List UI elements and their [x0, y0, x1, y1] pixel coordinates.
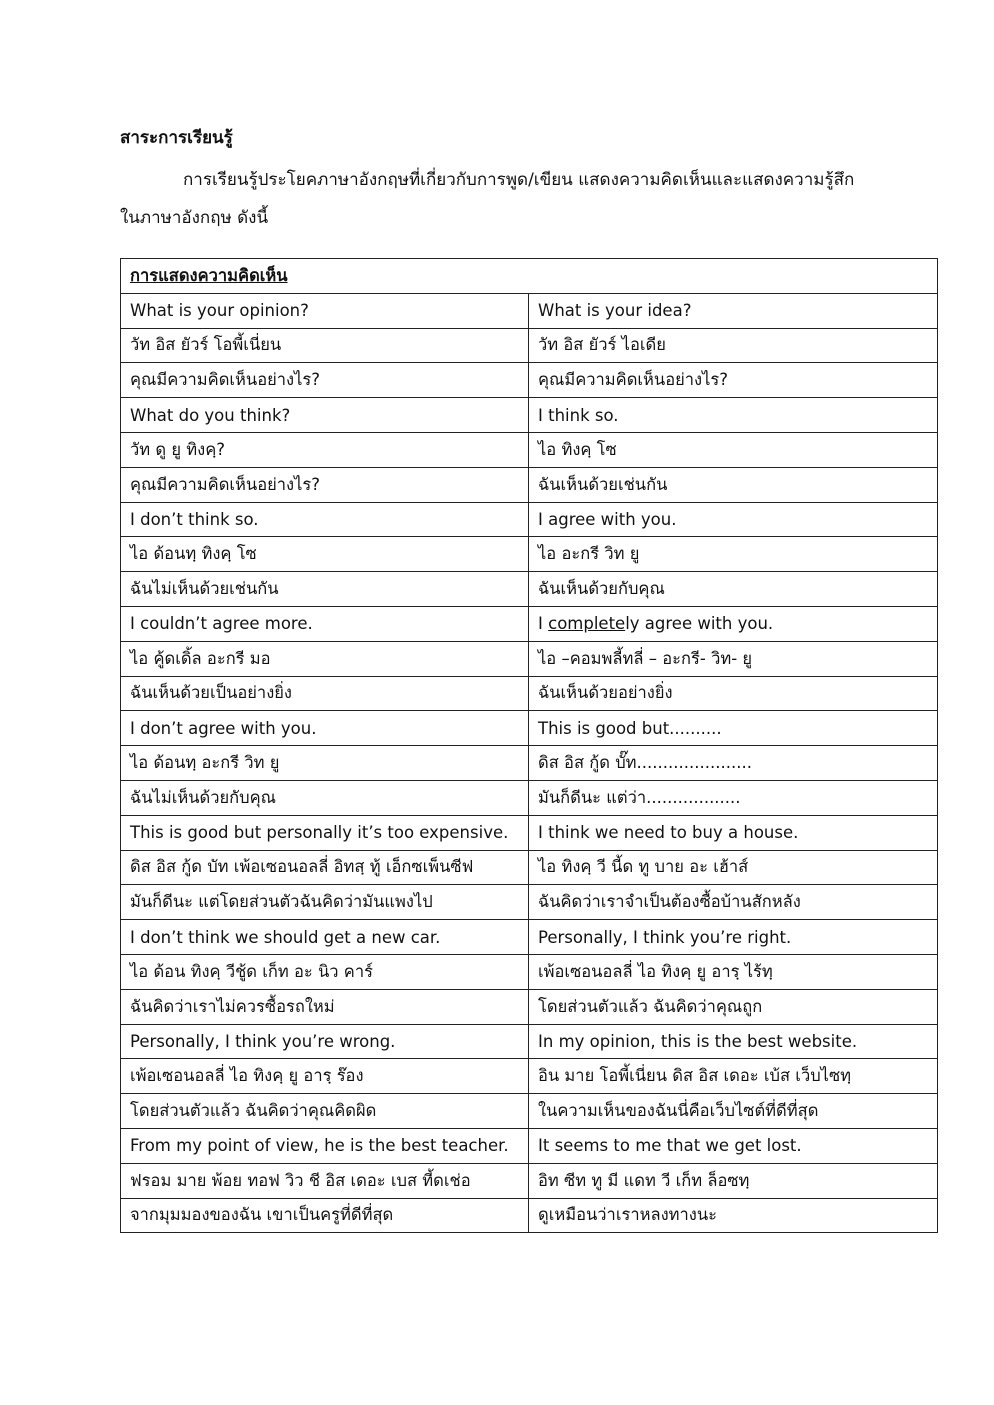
cell-left: Personally, I think you’re wrong.: [121, 1024, 529, 1059]
table-row: [121, 606, 938, 641]
cell-left: I don’t think so.: [121, 502, 529, 537]
table-row: [121, 780, 938, 815]
cell-left: ไอ ด้อนทฺ อะกรี วิท ยู: [121, 746, 529, 781]
cell-left: What do you think?: [121, 398, 529, 433]
cell-right: ในความเห็นของฉันนี่คือเว็บไซต์ที่ดีที่สุด: [529, 1094, 938, 1129]
cell-left: วัท ดู ยู ทิงคฺ?: [121, 432, 529, 467]
opinion-expressions-table: [120, 258, 938, 1233]
table-row: [121, 1024, 938, 1059]
cell-left: มันก็ดีนะ แต่โดยส่วนตัวฉันคิดว่ามันแพงไป: [121, 885, 529, 920]
table-row: [121, 989, 938, 1024]
cell-right: คุณมีความคิดเห็นอย่างไร?: [529, 363, 938, 398]
cell-left: I don’t think we should get a new car.: [121, 920, 529, 955]
table-row: [121, 537, 938, 572]
cell-left: เพ้อเซอนอลลี่ ไอ ทิงคฺ ยู อารฺ ร๊อง: [121, 1059, 529, 1094]
cell-right: ดูเหมือนว่าเราหลงทางนะ: [529, 1198, 938, 1233]
cell-left: ไอ ด้อนทฺ ทิงคฺ โซ: [121, 537, 529, 572]
table-row: [121, 432, 938, 467]
table-row: [121, 885, 938, 920]
cell-right: ดิส อิส กู้ด บั๊ท......................: [529, 746, 938, 781]
table-title-cell: [121, 259, 938, 294]
cell-text-part: I: [538, 614, 549, 634]
cell-left: วัท อิส ยัวร์ โอพี้เนี่ยน: [121, 328, 529, 363]
cell-right: It seems to me that we get lost.: [529, 1128, 938, 1163]
cell-left: What is your opinion?: [121, 293, 529, 328]
cell-left: โดยส่วนตัวแล้ว ฉันคิดว่าคุณคิดผิด: [121, 1094, 529, 1129]
table-row: [121, 711, 938, 746]
cell-left: ฟรอม มาย พ้อย ทอฟ วิว ชี อิส เดอะ เบส ที้ดเช่อ: [121, 1163, 529, 1198]
cell-left: From my point of view, he is the best teacher.: [121, 1128, 529, 1163]
cell-right: มันก็ดีนะ แต่ว่า..................: [529, 780, 938, 815]
table-title-row: [121, 259, 938, 294]
cell-right: เพ้อเซอนอลลี่ ไอ ทิงคฺ ยู อารฺ ไร้ทฺ: [529, 954, 938, 989]
cell-right: ไอ อะกรี วิท ยู: [529, 537, 938, 572]
table-row: [121, 363, 938, 398]
cell-left: ฉันไม่เห็นด้วยกับคุณ: [121, 780, 529, 815]
cell-right: [529, 606, 938, 641]
table-title: การแสดงความคิดเห็น: [130, 265, 288, 285]
cell-left: ฉันไม่เห็นด้วยเช่นกัน: [121, 572, 529, 607]
cell-left: คุณมีความคิดเห็นอย่างไร?: [121, 467, 529, 502]
cell-left: ดิส อิส กู้ด บัท เพ้อเซอนอลลี่ อิทสฺ ทู้ เอ็กซเพ็นซีฟ: [121, 850, 529, 885]
cell-right: ไอ ทิงคฺ วี นี้ด ทู บาย อะ เฮ้าส์: [529, 850, 938, 885]
cell-right: I think so.: [529, 398, 938, 433]
cell-left: ฉันเห็นด้วยเป็นอย่างยิ่ง: [121, 676, 529, 711]
cell-right: ฉันเห็นด้วยเช่นกัน: [529, 467, 938, 502]
table-row: [121, 954, 938, 989]
table-row: [121, 676, 938, 711]
cell-text-part: ly agree with you.: [625, 614, 774, 634]
table-row: [121, 850, 938, 885]
cell-right: ฉันเห็นด้วยอย่างยิ่ง: [529, 676, 938, 711]
cell-right: อิท ซีท ทู มี แดท วี เก็ท ล็อซทฺ: [529, 1163, 938, 1198]
intro-line-1: การเรียนรู้ประโยคภาษาอังกฤษที่เกี่ยวกับการพูด/เขียน แสดงความคิดเห็นและแสดงความรู้สึก: [183, 170, 855, 190]
cell-left: คุณมีความคิดเห็นอย่างไร?: [121, 363, 529, 398]
cell-right: I agree with you.: [529, 502, 938, 537]
table-row: [121, 641, 938, 676]
table-row: [121, 572, 938, 607]
table-row: [121, 746, 938, 781]
table-row: [121, 398, 938, 433]
cell-right: What is your idea?: [529, 293, 938, 328]
cell-right: โดยส่วนตัวแล้ว ฉันคิดว่าคุณถูก: [529, 989, 938, 1024]
cell-left: I couldn’t agree more.: [121, 606, 529, 641]
cell-right: วัท อิส ยัวร์ ไอเดีย: [529, 328, 938, 363]
table-row: [121, 815, 938, 850]
table-row: [121, 293, 938, 328]
cell-right: I think we need to buy a house.: [529, 815, 938, 850]
cell-right: This is good but..........: [529, 711, 938, 746]
section-heading: สาระการเรียนรู้: [120, 128, 233, 148]
cell-left: จากมุมมองของฉัน เขาเป็นครูที่ดีที่สุด: [121, 1198, 529, 1233]
table-row: [121, 1163, 938, 1198]
cell-left: I don’t agree with you.: [121, 711, 529, 746]
intro-line-2: ในภาษาอังกฤษ ดังนี้: [120, 208, 269, 228]
underlined-word: complete: [548, 614, 626, 634]
table-row: [121, 1198, 938, 1233]
table-row: [121, 1059, 938, 1094]
cell-right: อิน มาย โอพี้เนี่ยน ดิส อิส เดอะ เบ้ส เว็บไซทฺ: [529, 1059, 938, 1094]
table-row: [121, 1128, 938, 1163]
table-row: [121, 920, 938, 955]
table-row: [121, 1094, 938, 1129]
cell-right: ฉันคิดว่าเราจำเป็นต้องซื้อบ้านสักหลัง: [529, 885, 938, 920]
cell-left: This is good but personally it’s too expensive.: [121, 815, 529, 850]
cell-left: ไอ ด้อน ทิงคฺ วีชู้ด เก็ท อะ นิว คาร์: [121, 954, 529, 989]
table-row: [121, 467, 938, 502]
cell-left: ไอ คู้ดเดิ้ล อะกรี มอ: [121, 641, 529, 676]
cell-right: ไอ –คอมพลี้ทลี่ – อะกรี- วิท- ยู: [529, 641, 938, 676]
table-row: [121, 328, 938, 363]
cell-left: ฉันคิดว่าเราไม่ควรซื้อรถใหม่: [121, 989, 529, 1024]
cell-right: In my opinion, this is the best website.: [529, 1024, 938, 1059]
cell-right: ฉันเห็นด้วยกับคุณ: [529, 572, 938, 607]
cell-right: Personally, I think you’re right.: [529, 920, 938, 955]
table-row: [121, 502, 938, 537]
cell-right: ไอ ทิงคฺ โซ: [529, 432, 938, 467]
